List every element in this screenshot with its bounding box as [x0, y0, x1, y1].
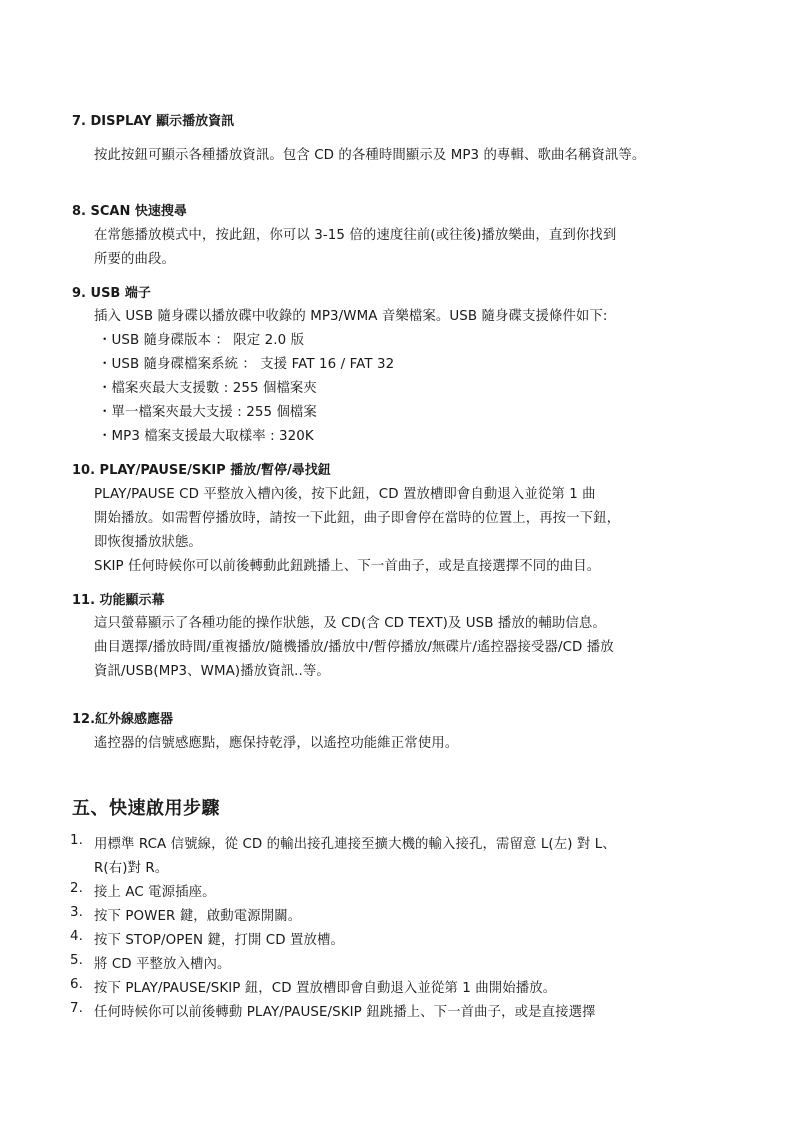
item-12-title: 12.紅外線感應器: [72, 712, 174, 727]
item-9-bullet-2: ・USB 隨身碟檔案系統 ： 支援 FAT 16 / FAT 32: [98, 357, 395, 372]
item-9-line-1: 插入 USB 隨身碟以播放碟中收錄的 MP3/WMA 音樂檔案。USB 隨身碟支援條件如下:: [94, 309, 608, 324]
item-11-title: 11. 功能顯示幕: [72, 593, 165, 608]
item-10-title: 10. PLAY/PAUSE/SKIP 播放/暫停/尋找鈕: [72, 463, 331, 478]
step-6-text: 按下 PLAY/PAUSE/SKIP 鈕，CD 置放槽即會自動退入並從第 1 曲開始播放。: [94, 981, 557, 996]
item-9-bullet-3: ・檔案夾最大支援數 : 255 個檔案夾: [98, 381, 317, 396]
step-1-text: 用標準 RCA 信號線，從 CD 的輸出接孔連接至擴大機的輸入接孔，需留意 L(左) 對 L、: [94, 837, 616, 852]
step-7-text: 任何時候你可以前後轉動 PLAY/PAUSE/SKIP 鈕跳播上、下一首曲子，或是直接選擇: [94, 1005, 596, 1020]
step-5-text: 將 CD 平整放入槽內。: [94, 957, 231, 972]
step-4-number: 4.: [70, 929, 83, 944]
item-8-title: 8. SCAN 快速搜尋: [72, 204, 187, 219]
item-9-bullet-1: ・USB 隨身碟版本 ： 限定 2.0 版: [98, 333, 305, 348]
item-10-line-4: SKIP 任何時候你可以前後轉動此鈕跳播上、下一首曲子，或是直接選擇不同的曲目。: [94, 559, 601, 574]
item-10-line-3: 即恢復播放狀態。: [94, 535, 202, 550]
step-4-text: 按下 STOP/OPEN 鍵，打開 CD 置放槽。: [94, 933, 344, 948]
item-11-line-3: 資訊/USB(MP3、WMA)播放資訊..等。: [94, 664, 330, 679]
item-11-line-2: 曲目選擇/播放時間/重複播放/隨機播放/播放中/暫停播放/無碟片/遙控器接受器/CD 播放: [94, 640, 614, 655]
item-7-title: 7. DISPLAY 顯示播放資訊: [72, 114, 235, 129]
step-1-number: 1.: [70, 833, 83, 848]
item-8-line-1: 在常態播放模式中，按此鈕，你可以 3-15 倍的速度往前(或往後)播放樂曲，直到你找到: [94, 228, 617, 243]
step-3-text: 按下 POWER 鍵，啟動電源開關。: [94, 909, 302, 924]
item-10-line-1: PLAY/PAUSE CD 平整放入槽內後，按下此鈕，CD 置放槽即會自動退入並從第 1 曲: [94, 487, 596, 502]
step-3-number: 3.: [70, 905, 83, 920]
item-9-bullet-5: ・MP3 檔案支援最大取樣率 : 320K: [98, 429, 314, 444]
item-11-line-1: 這只螢幕顯示了各種功能的操作狀態，及 CD(含 CD TEXT)及 USB 播放的輔助信息。: [94, 616, 606, 631]
item-10-line-2: 開始播放。如需暫停播放時，請按一下此鈕，曲子即會停在當時的位置上，再按一下鈕，: [94, 511, 621, 526]
step-2-number: 2.: [70, 881, 83, 896]
item-8-line-2: 所要的曲段。: [94, 252, 175, 267]
step-5-number: 5.: [70, 953, 83, 968]
step-2-text: 接上 AC 電源插座。: [94, 885, 216, 900]
step-1-text-cont: R(右)對 R。: [94, 861, 169, 876]
section-heading: 五、快速啟用步驟: [72, 798, 220, 819]
step-6-number: 6.: [70, 977, 83, 992]
item-9-title: 9. USB 端子: [72, 286, 151, 301]
item-9-bullet-4: ・單一檔案夾最大支援 : 255 個檔案: [98, 405, 317, 420]
step-7-number: 7.: [70, 1001, 83, 1016]
item-7-line-1: 按此按鈕可顯示各種播放資訊。包含 CD 的各種時間顯示及 MP3 的專輯、歌曲名稱資訊等。: [94, 148, 646, 163]
item-12-line-1: 遙控器的信號感應點，應保持乾淨，以遙控功能維正常使用。: [94, 736, 459, 751]
